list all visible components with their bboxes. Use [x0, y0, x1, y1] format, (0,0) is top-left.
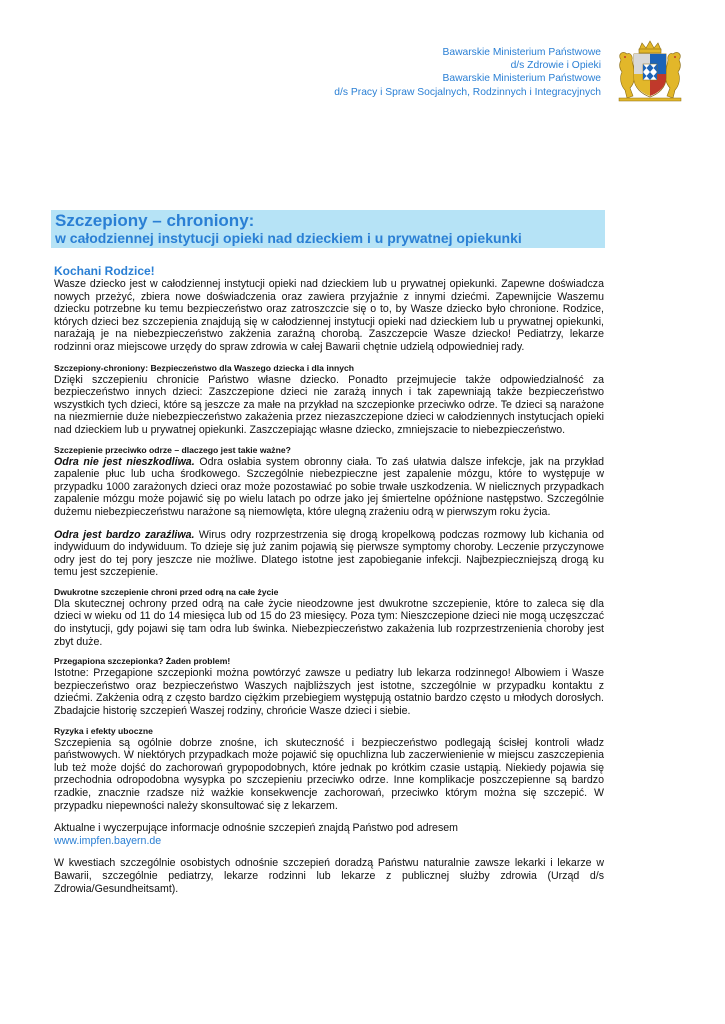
- section-text-two-doses: Dla skutecznej ochrony przed odrą na całe życie nieodzowne jest dwukrotne szczepienie, które to zaleca się dla dzieci w wieku od 11 do 14 miesięca lub od 15 do 23 miesięcy. Poza tym: Nieszczepione dzieci nie mogą uczęszczać do instytucji, gdy pojawi się tam odra lub świnka. Niebezpieczeństwo zakażenia lub rozprzestrzenienia choroby jest zbyt duże.: [54, 597, 604, 648]
- ministry-line-2: d/s Zdrowie i Opieki: [510, 60, 601, 72]
- ministry-line-4: d/s Pracy i Spraw Socjalnych, Rodzinnych i Integracyjnych: [334, 86, 601, 98]
- section-heading-two-doses: Dwukrotne szczepienie chroni przed odrą na całe życie: [54, 586, 279, 597]
- measles-paragraph-1: [54, 456, 604, 519]
- title-banner: [51, 210, 605, 248]
- ministry-line-1: Bawarskie Ministerium Państwowe: [442, 47, 601, 58]
- measles-text-2: Wirus odry rozprzestrzenia się drogą kropelkową podczas rozmowy lub kichania od indywiduum do indywiduum. To dzieje się już zanim pojawią się pierwsze symptomy choroby. Leczenie przyczynowe odry jest do tej pory jeszcze nie możliwe. Dlatego istotne jest zapobieganie infekcji. Najbezpieczniejszą drogą ku temu jest szczepienie.: [54, 528, 604, 579]
- bavarian-crest-logo: [615, 40, 685, 104]
- page-title: Szczepiony – chroniony:: [55, 211, 255, 230]
- intro-paragraph: Wasze dziecko jest w całodziennej instytucji opieki nad dzieckiem lub u prywatnej opiekunki. Zapewne doświadcza nowych przeżyć, zbiera nowe doświadczenia oraz zawiera przyjaźnie z innymi dziećmi. Zapewnijcie Waszemu dziecku potrzebne ku temu bezpieczeństwo oraz zatroszczcie się o to, by Wasze dziecko było chronione. Rodzice, których dzieci bez szczepienia znajdują się w całodziennej instytucji opieki nad dzieckiem lub u prywatnej opiekunki, narażają je na niebezpieczeństwo zakżenia zaraźną chorobą. Zaszczepcie Wasze dziecko! Pediatrzy, lekarze rodzinni oraz miejscowe urzędy do spraw zdrowia w całej Bawarii chętnie udzielą odpowiedniej rady.: [54, 278, 604, 353]
- measles-text-1: Odra osłabia system obronny ciała. To zaś ułatwia dalsze infekcje, jak na przykład zapalenie płuc lub ucha środkowego. Szczególnie niebezpieczne jest zapalenie mózgu, które to występuje w przypadku 1000 zarażonych dzieci oraz może pozostawiać po sobie trwałe uszkodzenia. W nielicznych przypadkach zapalenie mózgu może pojawić się po wielu latach po odrze jako jej śmiertelne opóźnione następstwo. Szczególnie dużemu niebezpieczeństwu narażone są niemowlęta, które ulegną zrażeniu odrą w pierwszym roku życia.: [54, 455, 604, 518]
- impfen-link[interactable]: www.impfen.bayern.de: [54, 834, 162, 847]
- section-heading-protection: Szczepiony-chroniony: Bezpieczeństwo dla Waszego dziecka i dla innych: [54, 362, 355, 373]
- ministry-line-3: Bawarskie Ministerium Państwowe: [442, 73, 601, 85]
- info-text: Aktualne i wyczerpujące informacje odnośnie szczepień znajdą Państwo pod adresem: [54, 822, 458, 835]
- page-subtitle: w całodziennej instytucji opieki nad dzieckiem i u prywatnej opiekunki: [55, 230, 522, 246]
- section-heading-missed: Przegapiona szczepionka? Żaden problem!: [54, 656, 231, 667]
- section-text-missed: Istotne: Przegapione szczepionki można powtórzyć zawsze u pediatry lub lekarza rodzinnego! Albowiem i Wasze bezpieczeństwo oraz bezpieczeństwo Waszych najbliższych jest istotne, szczególnie w przypadku kontaktu z dziećmi. Zakżenia odrą z często bardzo ciężkim przebiegiem występują ostatnio bardzo często u młodych dorosłych. Zbadajcie historię szczepień Waszej rodziny, chrońcie Wasze dzieci i siebie.: [54, 667, 604, 718]
- greeting: Kochani Rodzice!: [54, 264, 155, 278]
- section-text-risks: Szczepienia są ogólnie dobrze znośne, ich skuteczność i bezpieczeństwo podlegają ścisłej kontroli władz państwowych. W niektórych przypadkach może pojawić się opuchlizna lub zaczerwienienie w miejscu zaszczepienia lub też może dojść do zachorowań grypopodobnych, które jednak po krótkim czasie ustąpią. Niekiedy pojawia się przechodnia odropodobna wysypka po szczepieniu przeciwko odrze. Inne komplikacje poszczepienne są bardzo rzadkie, znacznie rzadsze niż ważkie konsekwencje zachorowań, przeciwko którym można się szczepić. W przypadku niepewności należy skonsultować się z lekarzem.: [54, 736, 604, 812]
- ministry-header: [334, 46, 601, 99]
- measles-paragraph-2: [54, 529, 604, 579]
- closing-paragraph: W kwestiach szczególnie osobistych odnośnie szczepień doradzą Państwu naturalnie zawsze lekarki i lekarze w Bawarii, szczególnie pediatrzy, lekarze rodzinni lub lekarze z publicznej służby zdrowia (Urząd d/s Zdrowia/Gesundheitsamt).: [54, 857, 604, 895]
- section-text-protection: Dzięki szczepieniu chronicie Państwo własne dziecko. Ponadto przejmujecie także odpowiedzialność za bezpieczeństwo innych dzieci: Zaszczepione dzieci nie zarażą innych i tak zapewniają także bezpieczeństwo wszystkich tych dzieci, które są jeszcze za małe na przykład na szczepionke przeciwko odrze. Te dzieci są narażone na niezmiernie duże niebezpieczeństwo zakażenia przez niezaszczepione dzieci w całodziennych instytucjach opieki nad dzieckiem lub u prywatnej opiekunki. Zaszczepiając własne dziecko, zmniejszacie to niebezpieczeństwo.: [54, 373, 604, 436]
- measles-lead-2: Odra jest bardzo zaraźliwa.: [54, 528, 195, 541]
- section-heading-risks: Ryzyka i efekty uboczne: [54, 725, 153, 736]
- document-body: [54, 264, 604, 895]
- section-heading-measles: Szczepienie przeciwko odrze – dlaczego jest takie ważne?: [54, 444, 291, 455]
- measles-lead-1: Odra nie jest nieszkodliwa.: [54, 455, 195, 468]
